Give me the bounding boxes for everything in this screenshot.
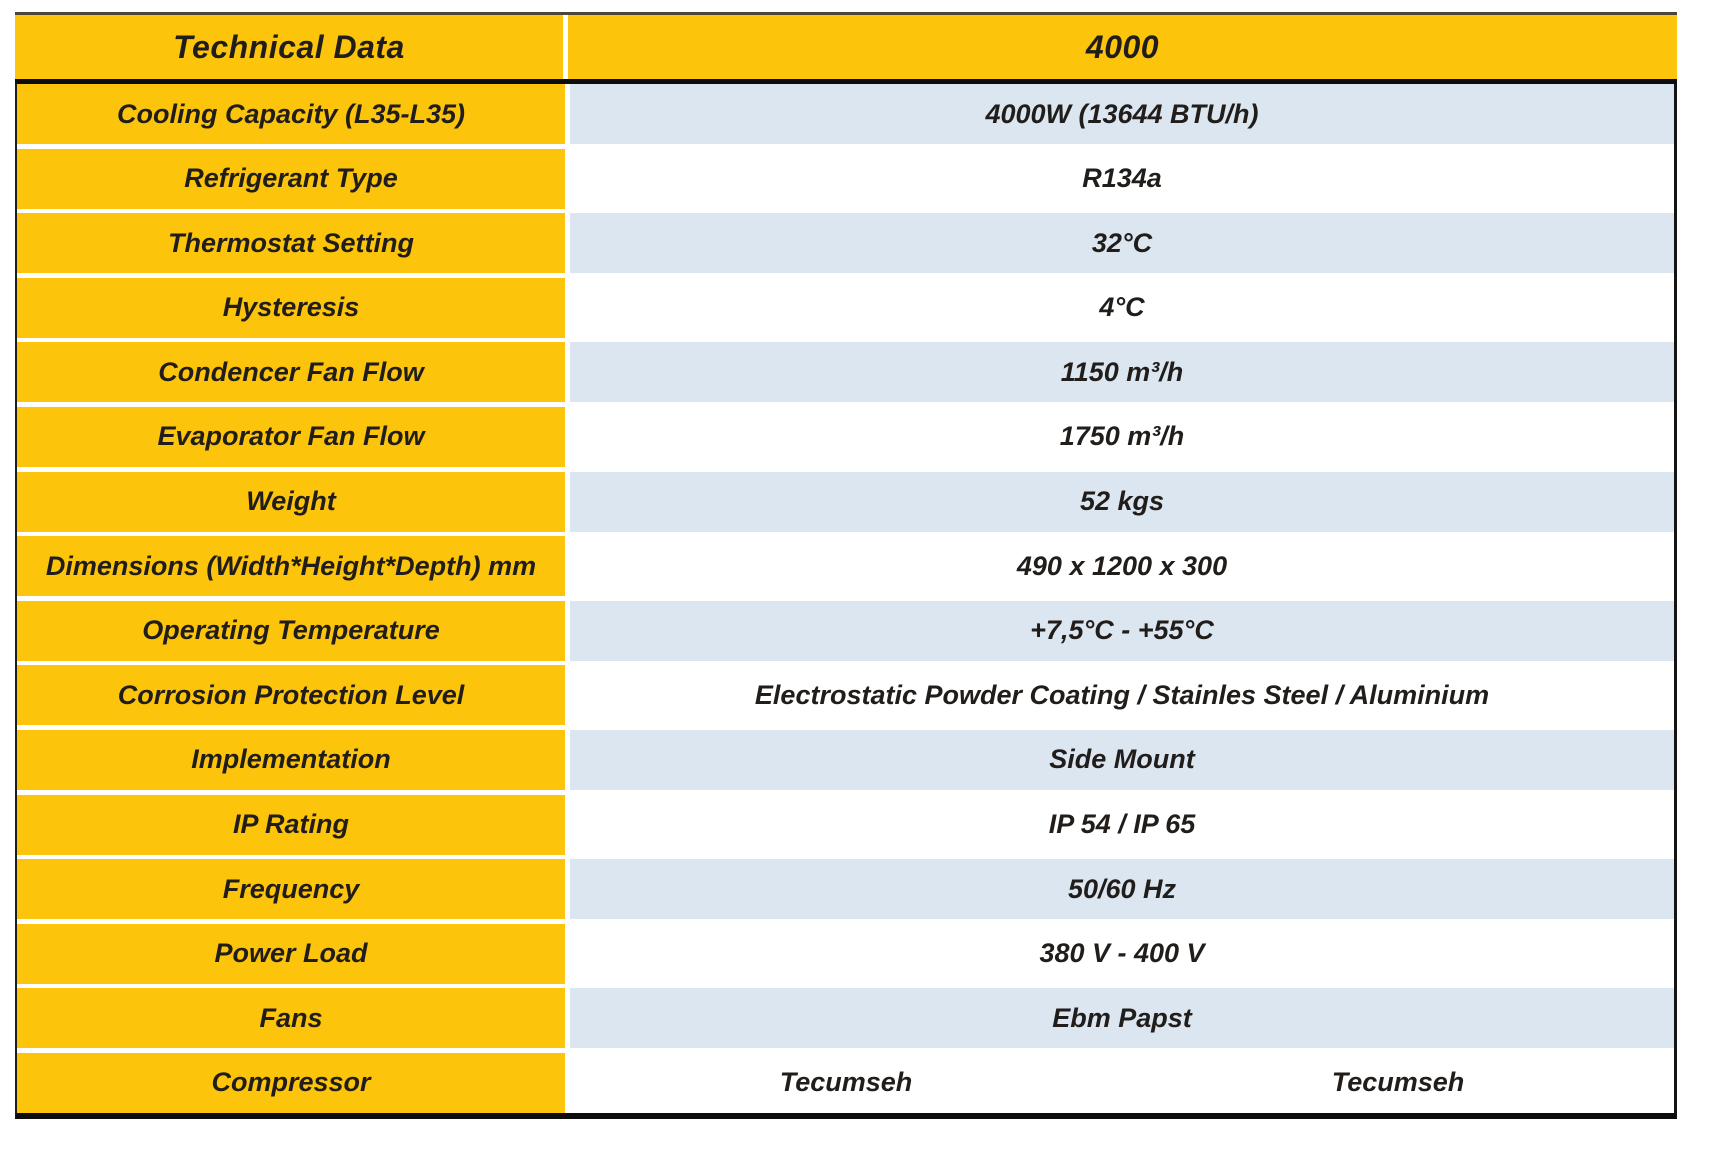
table-row [17, 342, 1674, 402]
row-label: Refrigerant Type [17, 149, 565, 209]
table-row [17, 924, 1674, 984]
table-row [17, 278, 1674, 338]
row-label: Operating Temperature [17, 601, 565, 661]
row-value: Electrostatic Powder Coating / Stainles Steel / Aluminium [570, 665, 1674, 725]
header-technical-data: Technical Data [15, 15, 563, 79]
table-row [17, 407, 1674, 467]
row-value: 380 V - 400 V [570, 924, 1674, 984]
table-row [17, 149, 1674, 209]
row-value: 1150 m³/h [570, 342, 1674, 402]
row-value: R134a [570, 149, 1674, 209]
row-value: 1750 m³/h [570, 407, 1674, 467]
row-label: Corrosion Protection Level [17, 665, 565, 725]
row-value: Side Mount [570, 730, 1674, 790]
row-value-split [570, 1053, 1674, 1113]
row-value: 52 kgs [570, 472, 1674, 532]
row-label: Hysteresis [17, 278, 565, 338]
row-label: Compressor [17, 1053, 565, 1113]
row-label: Condencer Fan Flow [17, 342, 565, 402]
row-value: IP 54 / IP 65 [570, 795, 1674, 855]
row-label: IP Rating [17, 795, 565, 855]
table-row [17, 472, 1674, 532]
table-row [17, 730, 1674, 790]
row-label: Dimensions (Width*Height*Depth) mm [17, 536, 565, 596]
table-row [17, 601, 1674, 661]
row-value-sub: Tecumseh [1331, 1067, 1465, 1098]
table-row [17, 1053, 1674, 1113]
row-label: Cooling Capacity (L35-L35) [17, 84, 565, 144]
row-value: Ebm Papst [570, 988, 1674, 1048]
row-value: 4000W (13644 BTU/h) [570, 84, 1674, 144]
table-header-row [15, 12, 1677, 79]
table-body [15, 84, 1677, 1119]
table-row [17, 795, 1674, 855]
table-row [17, 665, 1674, 725]
table-row [17, 536, 1674, 596]
header-model-4000: 4000 [568, 15, 1677, 79]
table-row [17, 859, 1674, 919]
row-value: 4°C [570, 278, 1674, 338]
row-value: 50/60 Hz [570, 859, 1674, 919]
row-label: Implementation [17, 730, 565, 790]
table-row [17, 213, 1674, 273]
table-row [17, 84, 1674, 144]
row-label: Fans [17, 988, 565, 1048]
row-value: 32°C [570, 213, 1674, 273]
technical-data-table [15, 12, 1677, 1119]
row-value: 490 x 1200 x 300 [570, 536, 1674, 596]
row-value: +7,5°C - +55°C [570, 601, 1674, 661]
row-label: Weight [17, 472, 565, 532]
row-value [570, 1053, 1674, 1113]
row-label: Power Load [17, 924, 565, 984]
row-label: Thermostat Setting [17, 213, 565, 273]
table-row [17, 988, 1674, 1048]
row-value-sub: Tecumseh [779, 1067, 913, 1098]
row-label: Frequency [17, 859, 565, 919]
row-label: Evaporator Fan Flow [17, 407, 565, 467]
